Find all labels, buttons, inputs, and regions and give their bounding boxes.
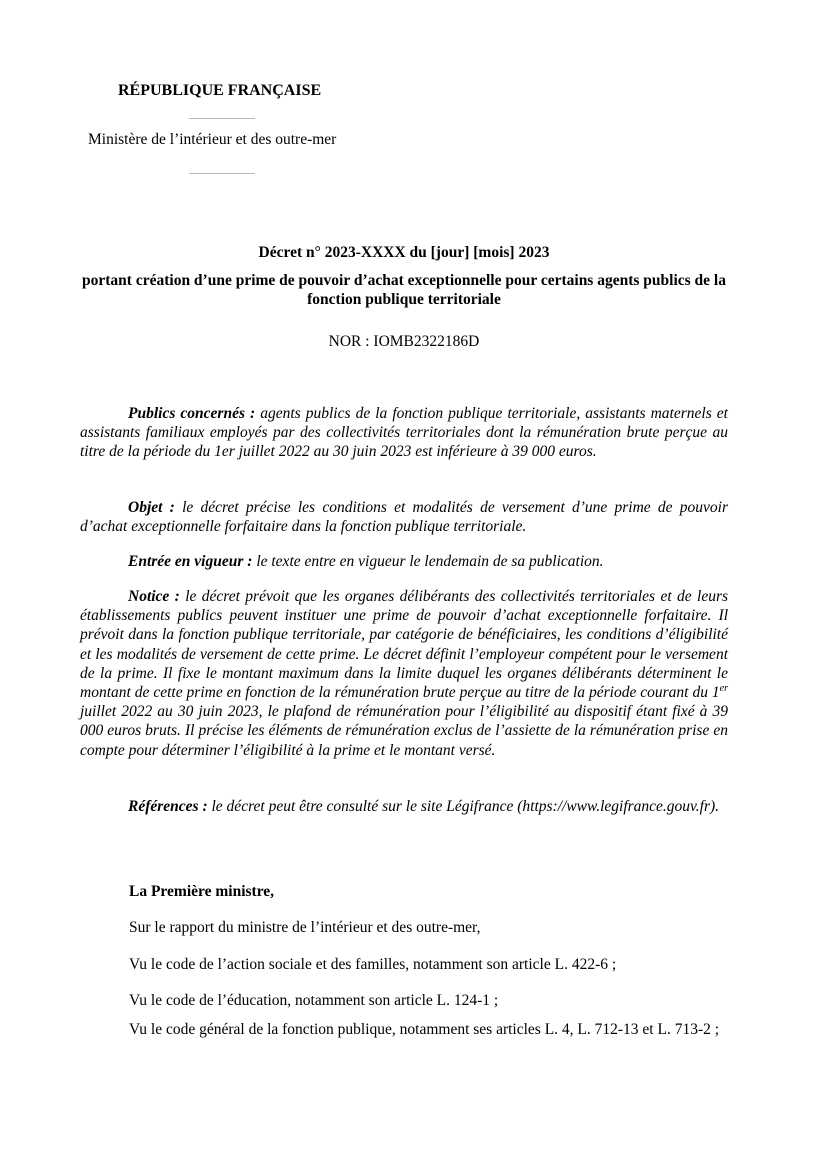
summary-entree-label: Entrée en vigueur : — [128, 553, 253, 570]
summary-publics — [80, 404, 728, 462]
summary-objet-label: Objet : — [128, 499, 175, 516]
republic-heading: RÉPUBLIQUE FRANÇAISE — [118, 82, 322, 99]
summary-notice-sup: er — [719, 682, 728, 694]
summary-notice-text-continued: juillet 2022 au 30 juin 2023, le plafond de rémunération pour l’éligibilité au dispositif étant fixé à 39 000 euros bruts. Il précise les éléments de rémunération exclus de l’assiette de la rémunération prise en compte pour déterminer l’éligibilité à la prime et le montant versé. — [80, 703, 728, 759]
summary-entree-text: le texte entre en vigueur le lendemain de sa publication. — [256, 553, 604, 570]
summary-notice — [80, 587, 728, 760]
summary-entree — [80, 552, 728, 571]
visa-rapport: Sur le rapport du ministre de l’intérieur et des outre-mer, — [129, 919, 481, 936]
header-separator-bottom — [189, 173, 255, 174]
nor-reference: NOR : IOMB2322186D — [328, 333, 480, 350]
header-separator-top — [189, 118, 255, 119]
summary-publics-text: agents publics de la fonction publique territoriale, assistants maternels et assistants familiaux employés par des collectivités territoriales dont la rémunération brute perçue au titre de la période du 1er juillet 2022 au 30 juin 2023 est inférieure à 39 000 euros. — [80, 405, 728, 461]
summary-references — [80, 797, 728, 816]
summary-notice-label: Notice : — [128, 588, 180, 605]
summary-notice-text: le décret prévoit que les organes délibérants des collectivités territoriales et de leurs établissements publics peuvent instituer une prime de pouvoir d’achat exceptionnelle forfaitaire. Il prévoit dans la fonction publique territoriale, par catégorie de bénéficiaires, les conditions d’éligibilité et les modalités de versement de cette prime. Le décret définit l’employeur compétent pour le versement de la prime. Il fixe le montant maximum dans la limite duquel les organes délibérants déterminent le montant de cette prime en fonction de la rémunération brute perçue au titre de la période courant du 1 — [80, 588, 729, 702]
summary-references-text: le décret peut être consulté sur le site Légifrance (https://www.legifrance.gouv.fr). — [211, 798, 720, 815]
summary-objet — [80, 498, 728, 536]
visa-code-action-sociale: Vu le code de l’action sociale et des familles, notamment son article L. 422-6 ; — [129, 956, 617, 973]
premiere-ministre-heading: La Première ministre, — [129, 883, 275, 900]
summary-objet-text: le décret précise les conditions et modalités de versement d’une prime de pouvoir d’achat exceptionnelle forfaitaire dans la fonction publique territoriale. — [80, 499, 728, 536]
visa-code-education: Vu le code de l’éducation, notamment son article L. 124-1 ; — [129, 992, 499, 1009]
decree-title: Décret n° 2023-XXXX du [jour] [mois] 2023 — [258, 244, 550, 261]
decree-subtitle: portant création d’une prime de pouvoir d’achat exceptionnelle pour certains agents publics de la fonction publique territoriale — [82, 272, 726, 308]
visa-code-fonction-publique: Vu le code général de la fonction publique, notamment ses articles L. 4, L. 712-13 et L. 713-2 ; — [129, 1021, 720, 1038]
summary-references-label: Références : — [128, 798, 208, 815]
ministry-name: Ministère de l’intérieur et des outre-mer — [88, 131, 337, 148]
summary-publics-label: Publics concernés : — [128, 405, 256, 422]
